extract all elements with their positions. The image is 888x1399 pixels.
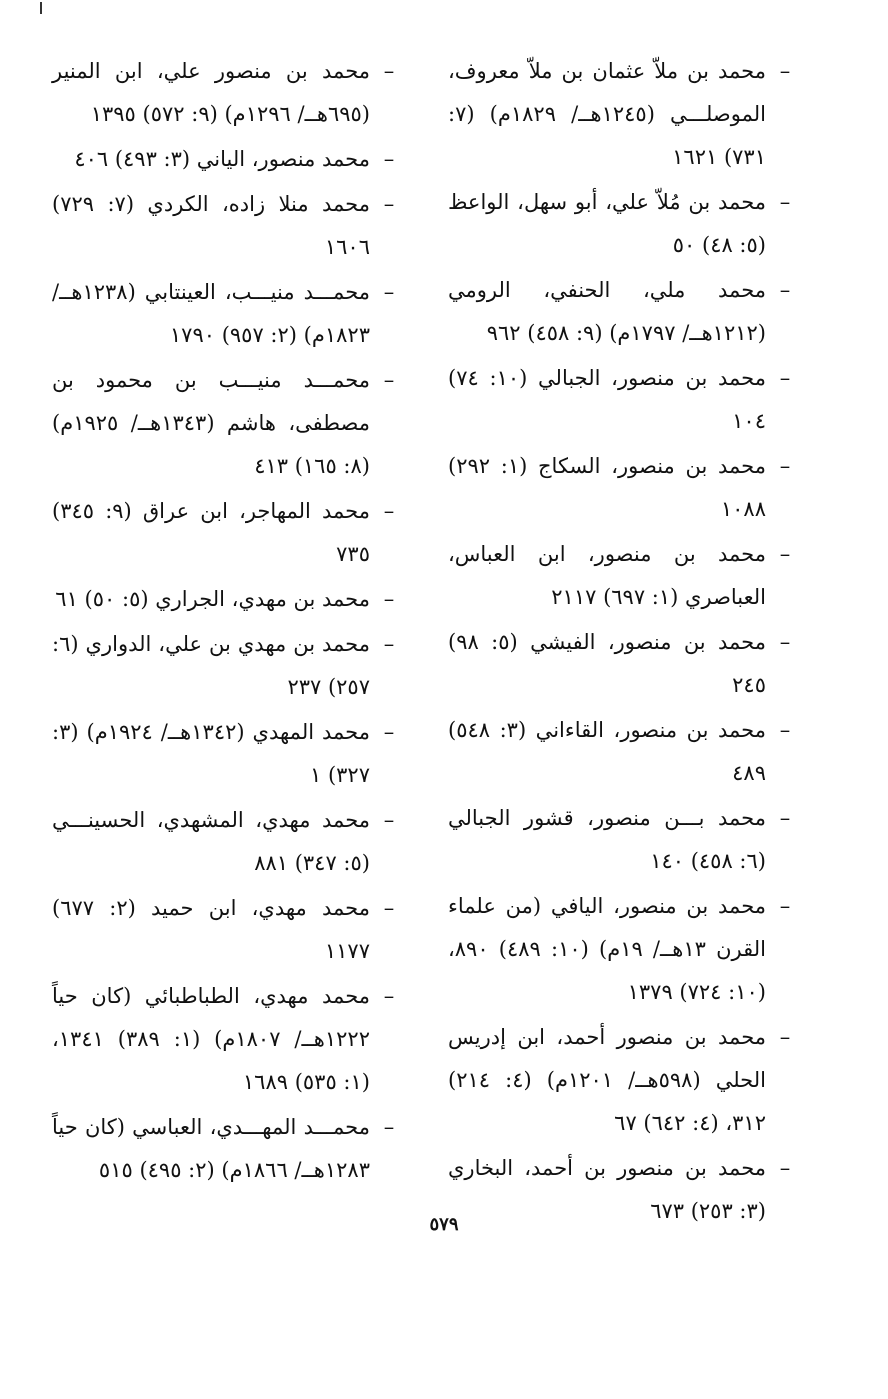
entry-text: محمد بن ملاّ عثمان بن ملاّ معروف، الموصلـــي (١٢٤٥هــ/ ١٨٢٩م) (٧: ٧٣١) ١٦٢١: [448, 59, 766, 169]
entry-dash: –: [383, 59, 395, 83]
index-entry: [448, 621, 796, 707]
index-entry: [52, 578, 400, 621]
entry-text: محمد بن مهدي بن علي، الدواري (٦: ٢٥٧) ٢٣٧: [52, 632, 370, 699]
entry-text: محمد بن منصور، الجبالي (١٠: ٧٤) ١٠٤: [448, 366, 766, 433]
index-entry: [52, 138, 400, 181]
entry-text: محمد بن منصور، القاءاني (٣: ٥٤٨) ٤٨٩: [448, 718, 766, 785]
entry-dash: –: [383, 632, 395, 656]
entry-dash: –: [779, 630, 791, 654]
entry-dash: –: [383, 720, 395, 744]
index-entry: [52, 50, 400, 136]
entry-text: محمد بن مهدي، الجراري (٥: ٥٠) ٦١: [55, 587, 370, 611]
index-entry: [52, 183, 400, 269]
entry-dash: –: [383, 368, 395, 392]
index-entry: [448, 181, 796, 267]
index-entry: [52, 1106, 400, 1192]
entry-text: محمـــد المهـــدي، العباسي (كان حياً ١٢٨٣هــ/ ١٨٦٦م) (٢: ٤٩٥) ٥١٥: [52, 1115, 370, 1182]
entry-text: محمد بن منصور، ابن العباس، العباصري (١: ٦٩٧) ٢١١٧: [448, 542, 766, 609]
entry-text: محمد بن منصور أحمد، ابن إدريس الحلي (٥٩٨هــ/ ١٢٠١م) (٤: ٢١٤) ٣١٢، (٤: ٦٤٢) ٦٧: [448, 1025, 766, 1135]
index-entry: [52, 975, 400, 1104]
entry-dash: –: [779, 718, 791, 742]
scan-mark: [40, 2, 42, 14]
index-column-right: [448, 50, 796, 1235]
entry-text: محمد بـــن منصور، قشور الجبالي (٦: ٤٥٨) ١٤٠: [448, 806, 766, 873]
entry-text: محمـــد منيـــب بن محمود بن مصطفى، هاشم (١٣٤٣هــ/ ١٩٢٥م) (٨: ١٦٥) ٤١٣: [52, 368, 370, 478]
entry-text: محمد مهدي، الطباطبائي (كان حياً ١٢٢٢هــ/ ١٨٠٧م) (١: ٣٨٩) ١٣٤١، (١: ٥٣٥) ١٦٨٩: [52, 984, 370, 1094]
index-entry: [52, 711, 400, 797]
entry-dash: –: [383, 147, 395, 171]
entry-text: محمد منلا زاده، الكردي (٧: ٧٢٩) ١٦٠٦: [52, 192, 370, 259]
entry-dash: –: [383, 499, 395, 523]
entry-text: محمد ملي، الحنفي، الرومي (١٢١٢هــ/ ١٧٩٧م) (٩: ٤٥٨) ٩٦٢: [448, 278, 766, 345]
entry-text: محمد مهدي، المشهدي، الحسينـــي (٥: ٣٤٧) ٨٨١: [52, 808, 370, 875]
entry-dash: –: [383, 808, 395, 832]
index-entry: [448, 50, 796, 179]
entry-text: محمد منصور، الياني (٣: ٤٩٣) ٤٠٦: [74, 147, 370, 171]
index-entry: [52, 271, 400, 357]
index-entry: [52, 887, 400, 973]
entry-text: محمد المهدي (١٣٤٢هــ/ ١٩٢٤م) (٣: ٣٢٧) ١: [52, 720, 370, 787]
entry-text: محمد بن منصور، الفيشي (٥: ٩٨) ٢٤٥: [448, 630, 766, 697]
index-entry: [448, 885, 796, 1014]
index-entry: [448, 533, 796, 619]
entry-dash: –: [779, 542, 791, 566]
index-entry: [52, 799, 400, 885]
entry-text: محمد المهاجر، ابن عراق (٩: ٣٤٥) ٧٣٥: [52, 499, 370, 566]
entry-dash: –: [779, 278, 791, 302]
index-column-left: [52, 50, 400, 1194]
entry-dash: –: [779, 454, 791, 478]
entry-dash: –: [383, 984, 395, 1008]
page-number: ٥٧٩: [429, 1214, 459, 1235]
entry-dash: –: [779, 190, 791, 214]
entry-text: محمد بن منصور بن أحمد، البخاري (٣: ٢٥٣) ٦٧٣: [448, 1156, 766, 1223]
entry-dash: –: [779, 1156, 791, 1180]
entry-text: محمد بن منصور، السكاج (١: ٢٩٢) ١٠٨٨: [448, 454, 766, 521]
entry-dash: –: [779, 806, 791, 830]
index-entry: [52, 359, 400, 488]
entry-dash: –: [779, 894, 791, 918]
entry-dash: –: [383, 280, 395, 304]
entry-text: محمـــد منيـــب، العينتابي (١٢٣٨هــ/ ١٨٢٣م) (٢: ٩٥٧) ١٧٩٠: [52, 280, 370, 347]
entry-dash: –: [779, 59, 791, 83]
entry-text: محمد بن منصور علي، ابن المنير (٦٩٥هــ/ ١٢٩٦م) (٩: ٥٧٢) ١٣٩٥: [52, 59, 370, 126]
index-entry: [448, 797, 796, 883]
index-entry: [448, 269, 796, 355]
entry-dash: –: [779, 366, 791, 390]
entry-dash: –: [383, 1115, 395, 1139]
entry-dash: –: [383, 192, 395, 216]
entry-dash: –: [779, 1025, 791, 1049]
index-entry: [448, 357, 796, 443]
entry-text: محمد مهدي، ابن حميد (٢: ٦٧٧) ١١٧٧: [52, 896, 370, 963]
entry-text: محمد بن منصور، اليافي (من علماء القرن ١٣هــ/ ١٩م) (١٠: ٤٨٩) ٨٩٠، (١٠: ٧٢٤) ١٣٧٩: [448, 894, 766, 1004]
entry-text: محمد بن مُلاّ علي، أبو سهل، الواعظ (٥: ٤٨) ٥٠: [448, 190, 766, 257]
index-entry: [448, 445, 796, 531]
index-entry: [448, 709, 796, 795]
entry-dash: –: [383, 587, 395, 611]
entry-dash: –: [383, 896, 395, 920]
index-entry: [52, 490, 400, 576]
index-entry: [52, 623, 400, 709]
index-entry: [448, 1016, 796, 1145]
